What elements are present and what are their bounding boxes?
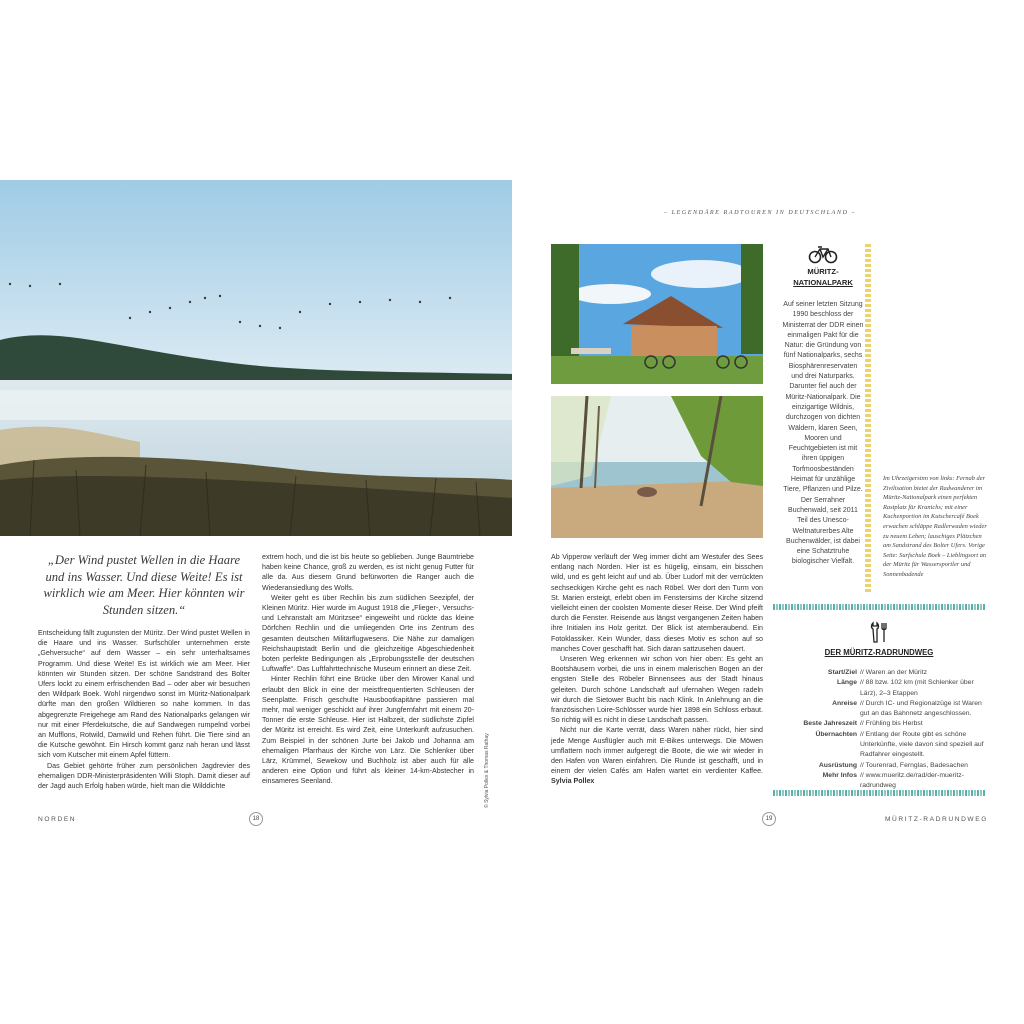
info-value: // www.mueritz.de/rad/der-mueritz-radrundweg [860, 771, 964, 790]
info-key: Anreise [832, 699, 857, 707]
info-key: Übernachten [815, 730, 857, 738]
info-value: // 88 bzw. 102 km (mit Schlenker über Lärz), 2–3 Etappen [860, 679, 974, 697]
sidebar-text-nationalpark: Auf seiner letzten Sitzung 1990 beschloss der Ministerrat der DDR einen einmaligen Pakt für die Natur: die Gründung von fünf Nationalparks, sechs Biosphärenreservaten und drei Naturparks. Darunter fiel auch der Müritz-Nationalpark. Die einzigartige Wildnis, durchzogen von dichten Wäldern, klaren Seen, Mooren und Feuchtgebieten ist mit ihren üppigen Torfmoosbeständen Heimat für unzählige Tiere, Pflanzen und Pilze. Der Serrahner Buchenwald, seit 2011 Teil des Unesco-Weltnaturerbes Alte Buchenwälder, ist dabei eine Schatztruhe biologischer Vielfalt. [782, 301, 864, 566]
decorative-border-vertical [865, 244, 871, 594]
paragraph: Das Gebiet gehörte früher zum persönlichen Jagdrevier des ehemaligen DDR-Ministerpräsidenten Willi Stoph. Damit dieser auf der Jagd auch Erfolg haben würde, hielt man die Wilddichte [38, 761, 250, 791]
author-name: Sylvia Pollex [551, 777, 595, 786]
sidebar-title-nationalpark [775, 266, 871, 288]
info-key: Mehr Infos [822, 771, 857, 779]
info-row [773, 771, 985, 792]
info-value: // Durch IC- und Regionalzüge ist Waren gut an das Bahnnetz angeschlossen. [860, 699, 982, 718]
info-value: // Frühling bis Herbst [860, 720, 923, 728]
info-row [773, 699, 985, 720]
info-key: Beste Jahreszeit [803, 720, 857, 728]
info-key: Start/Ziel [827, 669, 857, 676]
photo-beach-lake [551, 396, 763, 538]
paragraph: extrem hoch, und die ist bis heute so geblieben. Junge Baumtriebe haben keine Chance, groß zu werden, es ist nicht genug Futter für alle da. Aus diesem Grund befürworten die Ranger auch die Wiederansiedlung des Wolfs. [262, 553, 474, 592]
article-column-3 [551, 552, 763, 787]
photo-cafe [551, 244, 763, 384]
folio-left: NORDEN [38, 816, 77, 823]
hero-photo [0, 180, 512, 536]
photo-beach [551, 396, 763, 538]
folio-right: MÜRITZ-RADRUNDWEG [884, 816, 988, 823]
route-info-list [773, 668, 985, 792]
info-value: // Tourenrad, Fernglas, Badesachen [860, 761, 968, 769]
photo-credit-text: © Sylvia Pollex & Thomas Rathay [484, 733, 490, 808]
article-column-1 [38, 628, 250, 791]
paragraph-text: Nicht nur die Karte verrät, dass Waren näher rückt, hier sind jede Menge Ausflügler auch mit E-Bikes unterwegs. Die Möwen umflattern noch immer aufgeregt die Boote, die wie wir wieder in den Hafen von Waren einfahren. Die Runde ist geschafft, und in einem der vielen Cafés am Hafen wartet ein verdienter Kaffee. [551, 726, 763, 776]
info-value: // Waren an der Müritz [860, 669, 927, 676]
sidebar-title-radrundweg: DER MÜRITZ-RADRUNDWEG [824, 648, 934, 657]
paragraph: Unseren Weg erkennen wir schon von hier oben: Es geht an Bootshäusern vorbei, die uns in einem malerischen Bogen an der engsten Stelle des Röbeler Binnensees aus der Stadt hinaus geleiten. Durch schöne Landschaft auf ufernahen Wegen radeln wir durch die Sietower Bucht bis nach Klink. In Anlehnung an die französischen Loire-Schlösser wurde hier 1898 ein Schloss erbaut. So richtig will es nicht in diese Landschaft passen. [551, 655, 763, 725]
info-row [773, 668, 985, 678]
hero-photo-lake-with-geese [0, 180, 512, 536]
info-key: Ausrüstung [818, 761, 857, 769]
info-key: Länge [836, 679, 857, 687]
info-row [773, 719, 985, 729]
photo-caption: Im Uhrzeigersinn von links: Fernab der Zivilisation bietet der Radwanderer im Müritz-Nationalpark einen perfekten Rastplatz für Kranichs; mit einer Kuchenportion im Kutschercafé Boek erwachen schläppe Radlerwaden wieder zu neuem Leben; lauschiges Plätzchen am Sandstrand des Bolter Ufers. Vorige Seite: Surfschule Boek – Lieblingsort an der Müritz für Wassersportler und Sonnenbadende [883, 475, 987, 578]
sidebar-title-line: NATIONALPARK [793, 278, 853, 287]
paragraph: Entscheidung fällt zugunsten der Müritz. Der Wind pustet Wellen in die Haare und ins Wasser. Surfschüler unternehmen erste „Gehversuche“ auf dem Wasser – ein sehr unterhaltsames Programm. Und diese Weite! Es ist wirklich wie am Meer. Hier könnten wir Stunden sitzen. Der schöne Sandstrand des Bolter Ufers lockt zu einem erfrischenden Bad – oder aber wir besuchen den Wildpark Boek. Wohl nirgendwo sonst im Müritz-Nationalpark dürfte man den großen Wildtieren so nahe kommen. In das abgegrenzte Freigehege am Rand des Nationalparks gelangen wir nur mit einer Pferdekutsche, die auf Sandwegen rumpelnd vorbei an Mufflons, Rotwild, Damwild und Rehen führt. Die Tiere sind an die Kutsche gewöhnt. Ein Hirsch kommt ganz nah heran und lässt sich vom Kutscher mit einem Apfel füttern. [38, 629, 250, 760]
paragraph: Weiter geht es über Rechlin bis zum südlichen Seezipfel, der Kleinen Müritz. Hier wurde im August 1918 die „Flieger-, Versuchs- und Lehranstalt am Müritzsee“ eingeweiht und rückte das kleine Dörfchen Rechlin und die umliegenden Orte ins Zentrum des gesamten deutschen Militärflugwesens. Die Nähe zur damaligen Reichshauptstadt Berlin und die gleichzeitige Abgeschiedenheit boten perfekte Bedingungen als „Erprobungsstelle der deutschen Luftwaffe“. Das Luftfahrttechnische Museum erinnert an diese Zeit. [262, 593, 474, 674]
photo-cafe-with-bicycles [551, 244, 763, 384]
pull-quote: „Der Wind pustet Wellen in die Haare und ins Wasser. Und diese Weite! Es ist wirklich wie am Meer. Hier könnten wir Stunden sitzen.“ [43, 553, 245, 617]
wrench-tools-icon [869, 620, 891, 649]
page-number-left: 18 [249, 812, 263, 826]
info-value: // Entlang der Route gibt es schöne Unterkünfte, viele davon sind speziell auf Radfahrer eingestellt. [860, 730, 984, 759]
paragraph: Hinter Rechlin führt eine Brücke über den Mirower Kanal und erlaubt den Blick in eine der meistfrequentierten Schleusen der Seenplatte. Frisch geschulte Hausbootkapitäne passieren mal mehr, mal weniger geschickt auf ihrer Jungfernfahrt mit einem 20-Tonner die erste Schleuse. Hier ist Halbzeit, der südlichste Zipfel der Müritz ist erreicht. Es wird Zeit, eine Unterkunft aufzusuchen. Zum Beispiel in der schönen Jurte bei Jakob und Johanna am ehemaligen Pfarrhaus der Kirche von Lärz. Die Schlenker über Lärz, Krümmel, Sewekow und Buchholz ist aber auch für alle anderen eine Option und führt als kleiner 14-km-Abstecher in einsameres Seenland. [262, 675, 474, 786]
info-row [773, 678, 985, 699]
paragraph [551, 725, 763, 786]
info-row [773, 761, 985, 771]
info-row [773, 730, 985, 761]
sidebar-title-line: MÜRITZ- [807, 267, 839, 276]
decorative-border-top [773, 604, 985, 610]
running-head: – LEGENDÄRE RADTOUREN IN DEUTSCHLAND – [663, 209, 857, 216]
paragraph: Ab Vipperow verläuft der Weg immer dicht am Westufer des Sees entlang nach Norden. Hier ist es hügelig, einsam, ein bisschen wild, und es geht leicht auf und ab. Über Ludorf mit der verrückten sechseckigen Kirche geht es nach Röbel. Wer dort den Turm von St. Marien ersteigt, erlebt oben im Fenstersims der Kirche sitzend vielleicht einen der coolsten Momente dieser Reise. Der Wind pfeift durch die Fenster. Reisende aus längst vergangenen Zeiten haben ihre Initialen ins Holz geritzt. Der Blick ist atemberaubend. Ein Fotoklassiker. Kein Wunder, dass dieses Motiv es schon auf so manches Cover geschafft hat. Sich daran sattzusehen dauert. [551, 553, 763, 653]
decorative-border-bottom [773, 790, 985, 796]
article-column-2 [262, 552, 474, 787]
page-number-right: 19 [762, 812, 776, 826]
